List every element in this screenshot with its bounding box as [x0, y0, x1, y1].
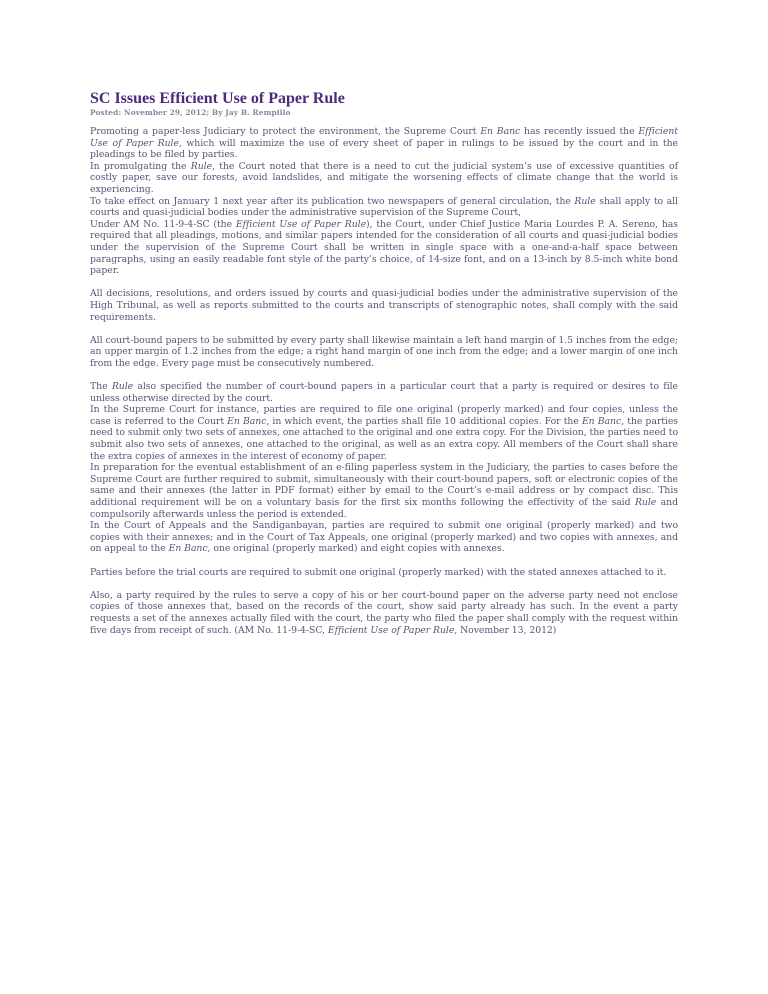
paragraph-annexes: Also, a party required by the rules to serve a copy of his or her court-bound paper on the adverse party need not enclose copies of those annexes that, based on the records of the court, show said party already has such. In the event a party requests a set of the annexes actually filed with the court, the party who filed the paper shall comply with the request within five days from receipt of such. (AM No. 11-9-4-SC, Efficient Use of Paper Rule, November 13, 2012) [90, 589, 678, 636]
paragraph-e-filing: In preparation for the eventual establishment of an e-filing paperless system in the Judiciary, the parties to cases before the Supreme Court are further required to submit, simultaneously with their court-bound papers, soft or electronic copies of the same and their annexes (the latter in PDF format) either by email to the Court’s e-mail address or by compact disc. This additional requirement will be on a voluntary basis for the first six months following the effectivity of the said Rule and compulsorily afterwards unless the period is extended. [90, 462, 678, 520]
paragraph-number-of-copies: The Rule also specified the number of court-bound papers in a particular court that a party is required or desires to file unless otherwise directed by the court. [90, 381, 678, 404]
article-body [90, 126, 678, 636]
posted-byline: Posted: November 29, 2012; By Jay B. Rempillo [90, 108, 291, 117]
paragraph-effectivity: To take effect on January 1 next year after its publication two newspapers of general circulation, the Rule shall apply to all courts and quasi-judicial bodies under the administrative supervision of the Supreme Court, [90, 195, 678, 219]
paragraph-formatting: Under AM No. 11-9-4-SC (the Efficient Use of Paper Rule), the Court, under Chief Justice Maria Lourdes P. A. Sereno, has required that all pleadings, motions, and similar papers intended for the consideration of all courts and quasi-judicial bodies under the supervision of the Supreme Court shall be written in single space with a one-and-a-half space between paragraphs, using an easily readable font style of the party’s choice, of 14-size font, and on a 13-inch by 8.5-inch white bond paper. [90, 218, 678, 277]
paragraph-appellate-courts: In the Court of Appeals and the Sandiganbayan, parties are required to submit one original (properly marked) and two copies with their annexes; and in the Court of Tax Appeals, one original (properly marked) and two copies with annexes, and on appeal to the En Banc, one original (properly marked) and eight copies with annexes. [90, 520, 678, 555]
paragraph-margins: All court-bound papers to be submitted by every party shall likewise maintain a left hand margin of 1.5 inches from the edge; an upper margin of 1.2 inches from the edge; a right hand margin of one inch from the edge; and a lower margin of one inch from the edge. Every page must be consecutively numbered. [90, 334, 678, 369]
paragraph-trial-courts: Parties before the trial courts are required to submit one original (properly marked) with the stated annexes attached to it. [90, 566, 667, 578]
paragraph-intro: Promoting a paper-less Judiciary to protect the environment, the Supreme Court En Banc has recently issued the Efficient Use of Paper Rule, which will maximize the use of every sheet of paper in rulings to be issued by the court and in the pleadings to be filed by parties. [90, 126, 678, 161]
article [90, 90, 678, 636]
paragraph-decisions: All decisions, resolutions, and orders issued by courts and quasi-judicial bodies under the administrative supervision of the High Tribunal, as well as reports submitted to the courts and transcripts of stenographic notes, shall comply with the said requirements. [90, 288, 678, 323]
article-title: SC Issues Efficient Use of Paper Rule [90, 90, 345, 107]
paragraph-supreme-court: In the Supreme Court for instance, parties are required to file one original (properly marked) and four copies, unless the case is referred to the Court En Banc, in which event, the parties shall file 10 additional copies. For the En Banc, the parties need to submit only two sets of annexes, one attached to the original and one extra copy. For the Division, the parties need to submit also two sets of annexes, one attached to the original, as well as an extra copy. All members of the Court shall share the extra copies of annexes in the interest of economy of paper. [90, 404, 678, 462]
paragraph-promulgation: In promulgating the Rule, the Court noted that there is a need to cut the judicial system’s use of excessive quantities of costly paper, save our forests, avoid landslides, and mitigate the worsening effects of climate change that the world is experiencing. [90, 160, 678, 195]
